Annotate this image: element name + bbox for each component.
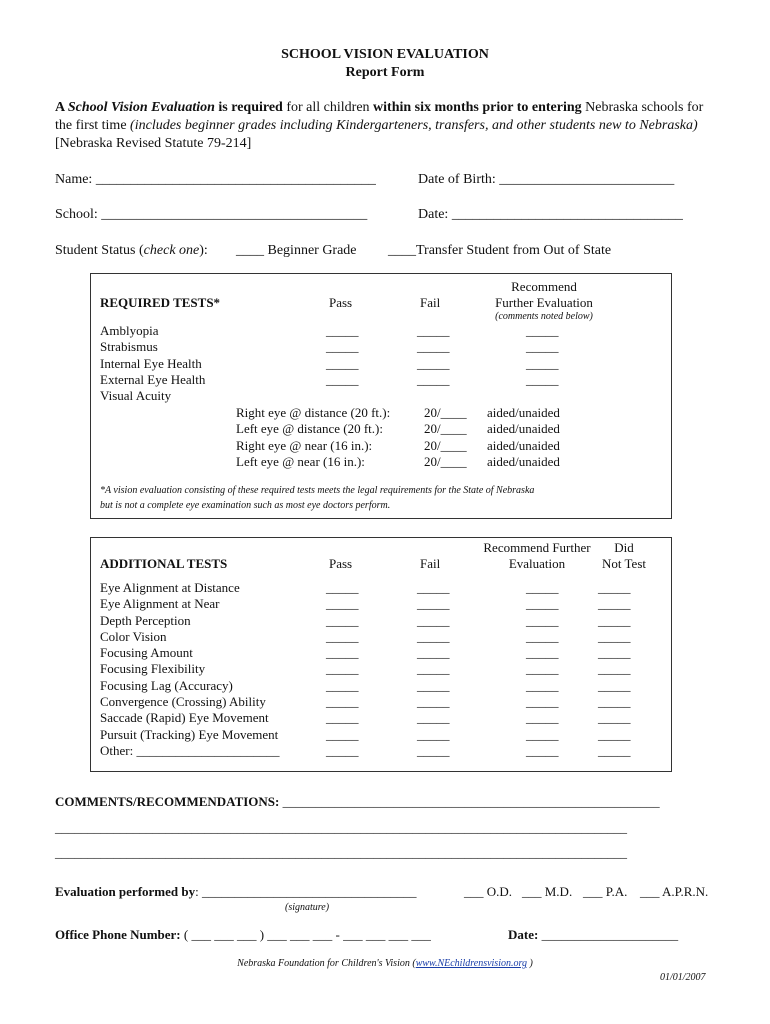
required-pass-blanks [326, 323, 359, 388]
intro-text: [Nebraska Revised Statute 79-214] [55, 136, 252, 151]
did-not-test-blank[interactable]: _____ [598, 645, 631, 661]
fail-blank[interactable]: _____ [417, 645, 450, 661]
comments-field[interactable] [55, 794, 660, 810]
intro-text: School Vision Evaluation [67, 100, 215, 115]
md-option[interactable]: ___ M.D. [522, 884, 573, 899]
signature-caption: (signature) [285, 902, 330, 913]
list-item: Amblyopia [100, 323, 159, 338]
aided-unaided[interactable]: aided/unaided [487, 437, 560, 453]
list-item: External Eye Health [100, 371, 206, 387]
pa-option[interactable]: ___ P.A. [583, 884, 628, 899]
list-item: Eye Alignment at Near [100, 596, 220, 612]
date-label: Date: [418, 207, 449, 222]
intro-text: within six months prior to entering [373, 100, 582, 115]
acuity-label: Right eye @ distance (20 ft.): [236, 405, 391, 420]
transfer-label: Transfer Student from Out of State [416, 243, 612, 258]
footer-organization [0, 958, 770, 969]
recommend-blank[interactable]: _____ [526, 628, 559, 644]
footer-website-link[interactable]: www.NEchildrensvision.org [415, 958, 527, 969]
beginner-grade-option[interactable] [236, 243, 357, 259]
fail-blank[interactable]: _____ [417, 661, 450, 677]
recommend-blank[interactable]: _____ [526, 677, 559, 693]
recommend-blank[interactable]: _____ [526, 661, 559, 677]
pass-blank[interactable]: _____ [326, 661, 359, 677]
evaluator-colon: : [195, 884, 202, 899]
transfer-blank[interactable]: ____ [388, 243, 416, 258]
comments-line[interactable]: ________________________________________________________________________________________ [55, 820, 627, 835]
aprn-option[interactable]: ___ A.P.R.N. [640, 884, 709, 899]
od-option[interactable]: ___ O.D. [464, 884, 513, 899]
fail-blank[interactable]: _____ [417, 596, 450, 612]
acuity-value[interactable]: 20/____ [424, 421, 467, 437]
did-not-test-blank[interactable]: _____ [598, 726, 631, 742]
additional-col-fail: Fail [420, 556, 441, 571]
list-item: Visual Acuity [100, 388, 172, 404]
did-not-test-blank[interactable]: _____ [598, 596, 631, 612]
school-label: School: [55, 207, 98, 222]
fail-blank[interactable]: _____ [417, 677, 450, 693]
intro-text: Nebraska schools for the first time [55, 100, 704, 133]
evaluator-field[interactable] [55, 884, 417, 900]
dob-label: Date of Birth: [418, 172, 496, 187]
school-line[interactable]: ______________________________________ [101, 207, 368, 222]
evaluator-label: Evaluation performed by [55, 884, 196, 899]
list-item: Convergence (Crossing) Ability [100, 694, 266, 710]
required-recommend-blanks [526, 323, 559, 388]
office-phone-line[interactable]: ( ___ ___ ___ ) ___ ___ ___ - ___ ___ ___ ___ [183, 927, 431, 942]
required-test-list [100, 323, 205, 404]
additional-col-evaluation: Evaluation [508, 556, 566, 571]
fail-blank[interactable]: _____ [417, 339, 450, 355]
pass-blank[interactable]: _____ [326, 645, 359, 661]
name-field[interactable] [55, 172, 376, 188]
fail-blank[interactable]: _____ [417, 628, 450, 644]
pass-blank[interactable]: _____ [326, 580, 359, 595]
fail-blank[interactable]: _____ [417, 612, 450, 628]
office-phone-label: Office Phone Number: [55, 927, 184, 942]
recommend-blank[interactable]: _____ [526, 694, 559, 710]
date-field[interactable] [418, 207, 683, 223]
required-col-fail: Fail [420, 295, 441, 310]
did-not-test-blank[interactable]: _____ [598, 694, 631, 710]
acuity-values [424, 405, 467, 470]
required-fail-blanks [417, 323, 450, 388]
recommend-blank[interactable]: _____ [526, 596, 559, 612]
footnote-line-2: but is not a complete eye examination such as most eye doctors perform. [100, 500, 391, 511]
list-item: Eye Alignment at Distance [100, 580, 240, 595]
comments-line[interactable]: __________________________________________________________ [282, 794, 660, 809]
aided-unaided[interactable]: aided/unaided [487, 421, 560, 437]
signature-date-line[interactable]: _____________________ [538, 927, 679, 942]
fail-blank[interactable]: _____ [417, 355, 450, 371]
additional-fail-blanks [417, 580, 450, 759]
intro-text: is required [214, 100, 283, 115]
fail-blank[interactable]: _____ [417, 710, 450, 726]
pass-blank[interactable]: _____ [326, 371, 359, 387]
footer-org-text: Nebraska Foundation for Children's Vision ( [237, 958, 416, 969]
status-label-end: ): [199, 243, 208, 258]
required-col-further: Further Evaluation [495, 295, 593, 310]
list-item: Focusing Lag (Accuracy) [100, 677, 233, 693]
did-not-test-blank[interactable]: _____ [598, 742, 631, 758]
comments-label: COMMENTS/RECOMMENDATIONS: [55, 794, 280, 809]
intro-text: (includes beginner grades including Kindergarteners, transfers, and other students new to Nebraska) [130, 118, 698, 133]
pass-blank[interactable]: _____ [326, 612, 359, 628]
recommend-blank[interactable]: _____ [526, 323, 559, 338]
acuity-label: Left eye @ distance (20 ft.): [236, 421, 383, 437]
acuity-label: Left eye @ near (16 in.): [236, 453, 365, 469]
intro-paragraph [55, 99, 720, 153]
footer-date: 01/01/2007 [660, 972, 706, 983]
acuity-label: Right eye @ near (16 in.): [236, 437, 373, 453]
acuity-aided [487, 405, 560, 470]
recommend-blank[interactable]: _____ [526, 742, 559, 758]
page-title: SCHOOL VISION EVALUATION [281, 47, 489, 62]
signature-date-field[interactable] [508, 927, 678, 943]
dob-line[interactable]: _________________________ [499, 172, 675, 187]
pass-blank[interactable]: _____ [326, 355, 359, 371]
aided-unaided[interactable]: aided/unaided [487, 453, 560, 469]
list-item: Focusing Flexibility [100, 661, 206, 677]
did-not-test-blank[interactable]: _____ [598, 580, 631, 595]
did-not-test-blank[interactable]: _____ [598, 612, 631, 628]
pass-blank[interactable]: _____ [326, 742, 359, 758]
additional-recommend-blanks [526, 580, 559, 759]
aided-unaided[interactable]: aided/unaided [487, 405, 560, 420]
list-item: Saccade (Rapid) Eye Movement [100, 710, 269, 726]
did-not-test-blank[interactable]: _____ [598, 710, 631, 726]
recommend-blank[interactable]: _____ [526, 339, 559, 355]
pass-blank[interactable]: _____ [326, 628, 359, 644]
fail-blank[interactable]: _____ [417, 726, 450, 742]
recommend-blank[interactable]: _____ [526, 645, 559, 661]
intro-text: for all children [282, 100, 374, 115]
did-not-test-blank[interactable]: _____ [598, 661, 631, 677]
additional-col-pass: Pass [329, 556, 353, 571]
recommend-blank[interactable]: _____ [526, 371, 559, 387]
fail-blank[interactable]: _____ [417, 580, 450, 595]
pass-blank[interactable]: _____ [326, 323, 359, 338]
intro-text: A [55, 100, 68, 115]
name-line[interactable]: ________________________________________ [95, 172, 376, 187]
school-field[interactable] [55, 207, 367, 223]
list-item: Color Vision [100, 628, 167, 644]
required-col-recommend: Recommend [511, 279, 577, 294]
additional-pass-blanks [326, 580, 359, 759]
footer-org-close: ) [527, 958, 533, 969]
required-tests-heading: REQUIRED TESTS* [100, 295, 221, 310]
transfer-option[interactable] [388, 243, 611, 259]
acuity-value[interactable]: 20/____ [424, 453, 467, 469]
additional-col-did: Did [614, 540, 634, 555]
pass-blank[interactable]: _____ [326, 596, 359, 612]
recommend-blank[interactable]: _____ [526, 726, 559, 742]
office-phone-field[interactable] [55, 927, 431, 943]
list-item: Focusing Amount [100, 645, 193, 661]
pass-blank[interactable]: _____ [326, 726, 359, 742]
acuity-labels [236, 405, 390, 470]
list-item: Internal Eye Health [100, 355, 202, 371]
list-item: Pursuit (Tracking) Eye Movement [100, 726, 279, 742]
beginner-label: Beginner Grade [264, 243, 357, 258]
recommend-blank[interactable]: _____ [526, 612, 559, 628]
beginner-blank[interactable]: ____ [236, 243, 264, 258]
list-item[interactable]: Other: ______________________ [100, 742, 280, 758]
recommend-blank[interactable]: _____ [526, 710, 559, 726]
list-item: Strabismus [100, 339, 158, 355]
recommend-blank[interactable]: _____ [526, 580, 559, 595]
pass-blank[interactable]: _____ [326, 710, 359, 726]
page-subtitle: Report Form [345, 65, 425, 80]
signature-date-label: Date: [508, 927, 539, 942]
status-label: Student Status ( [55, 243, 144, 258]
fail-blank[interactable]: _____ [417, 694, 450, 710]
footnote-line-1: *A vision evaluation consisting of these required tests meets the legal requirements for the State of Nebraska [100, 485, 535, 496]
fail-blank[interactable]: _____ [417, 323, 450, 338]
additional-col-recommend: Recommend Further [483, 540, 591, 555]
did-not-test-blank[interactable]: _____ [598, 628, 631, 644]
recommend-blank[interactable]: _____ [526, 355, 559, 371]
pass-blank[interactable]: _____ [326, 339, 359, 355]
dob-field[interactable] [418, 172, 674, 188]
additional-did-not-test-blanks [598, 580, 631, 759]
additional-col-not-test: Not Test [602, 556, 646, 571]
acuity-value[interactable]: 20/____ [424, 437, 467, 453]
fail-blank[interactable]: _____ [417, 371, 450, 387]
student-status [55, 243, 208, 259]
pass-blank[interactable]: _____ [326, 694, 359, 710]
required-col-pass: Pass [329, 295, 353, 310]
fail-blank[interactable]: _____ [417, 742, 450, 758]
additional-test-list [100, 580, 279, 759]
date-line[interactable]: _________________________________ [451, 207, 683, 222]
pass-blank[interactable]: _____ [326, 677, 359, 693]
status-check-text: check one [143, 243, 200, 258]
name-label: Name: [55, 172, 93, 187]
required-col-note: (comments noted below) [495, 311, 593, 322]
acuity-value[interactable]: 20/____ [424, 405, 467, 420]
signature-line[interactable]: _________________________________ [202, 884, 417, 899]
list-item: Depth Perception [100, 612, 191, 628]
did-not-test-blank[interactable]: _____ [598, 677, 631, 693]
additional-tests-heading: ADDITIONAL TESTS [100, 556, 228, 571]
comments-line[interactable]: ________________________________________________________________________________________ [55, 845, 627, 860]
